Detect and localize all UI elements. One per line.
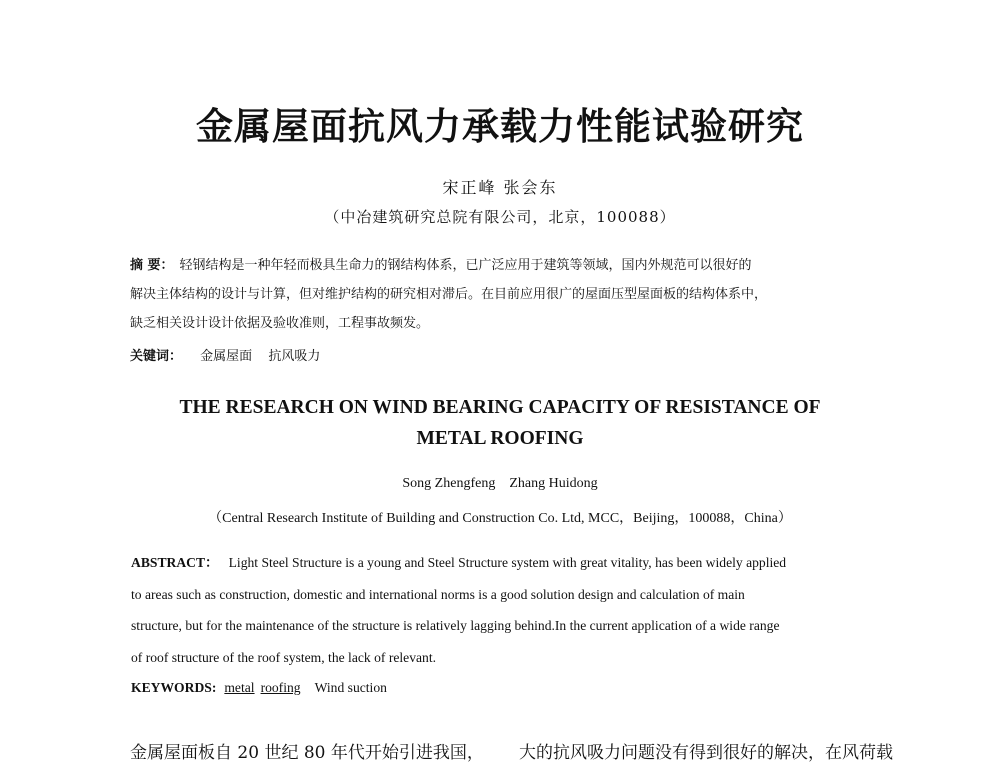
body-right-column-text: 大的抗风吸力问题没有得到很好的解决，在风荷载 <box>519 743 893 763</box>
english-abstract-line-3: structure, but for the maintenance of the structure is relatively lagging behind.In the current application of a wide range <box>131 618 780 633</box>
english-affiliation: （Central Research Institute of Building and Construction Co. Ltd, MCC，Beijing，100088，China） <box>208 511 792 526</box>
chinese-keywords <box>130 345 332 364</box>
chinese-keywords-label: 关键词： <box>130 349 183 364</box>
chinese-abstract-label: 摘 要： <box>130 258 174 273</box>
chinese-abstract-line-1: 轻钢结构是一种年轻而极具生命力的钢结构体系，已广泛应用于建筑等领域，国内外规范可以很好的 <box>179 258 752 273</box>
chinese-authors: 宋正峰 张会东 <box>442 178 558 197</box>
english-title <box>0 392 1000 454</box>
english-authors <box>0 476 1000 492</box>
chinese-keyword-2: 抗风吸力 <box>268 349 321 364</box>
english-title-line-2: METAL ROOFING <box>416 428 584 449</box>
english-abstract-line-2: to areas such as construction, domestic and international norms is a good solution design and calculation of main <box>131 586 745 602</box>
english-keywords-label: KEYWORDS: <box>131 680 217 695</box>
english-keywords <box>131 680 387 696</box>
english-keyword-metal: metal <box>224 680 255 695</box>
english-keyword-wind-suction: Wind suction <box>314 680 387 695</box>
chinese-title: 金属屋面抗风力承载力性能试验研究 <box>196 105 804 148</box>
english-title-line-1: THE RESEARCH ON WIND BEARING CAPACITY OF RESISTANCE OF <box>179 397 821 418</box>
english-keyword-roofing: roofing <box>260 680 301 695</box>
chinese-keyword-1: 金属屋面 <box>200 349 253 364</box>
chinese-affiliation: （中冶建筑研究总院有限公司，北京，100088） <box>324 208 676 226</box>
english-author-2: Zhang Huidong <box>509 476 598 491</box>
english-author-1: Song Zhengfeng <box>402 476 496 491</box>
english-abstract <box>131 547 869 673</box>
chinese-abstract-line-2: 解决主体结构的设计与计算，但对维护结构的研究相对滞后。在目前应用很广的屋面压型屋面板的结构体系中， <box>130 287 768 302</box>
body-left-column-text: 金属屋面板自 20 世纪 80 年代开始引进我国， <box>130 743 484 763</box>
chinese-abstract <box>130 251 875 338</box>
chinese-abstract-line-3: 缺乏相关设计设计依据及验收准则，工程事故频发。 <box>130 316 430 331</box>
english-abstract-label: ABSTRACT： <box>131 555 219 570</box>
english-abstract-line-4: of roof structure of the roof system, the lack of relevant. <box>131 649 436 665</box>
english-abstract-line-1: Light Steel Structure is a young and Steel Structure system with great vitality, has been widely applied <box>228 555 787 570</box>
